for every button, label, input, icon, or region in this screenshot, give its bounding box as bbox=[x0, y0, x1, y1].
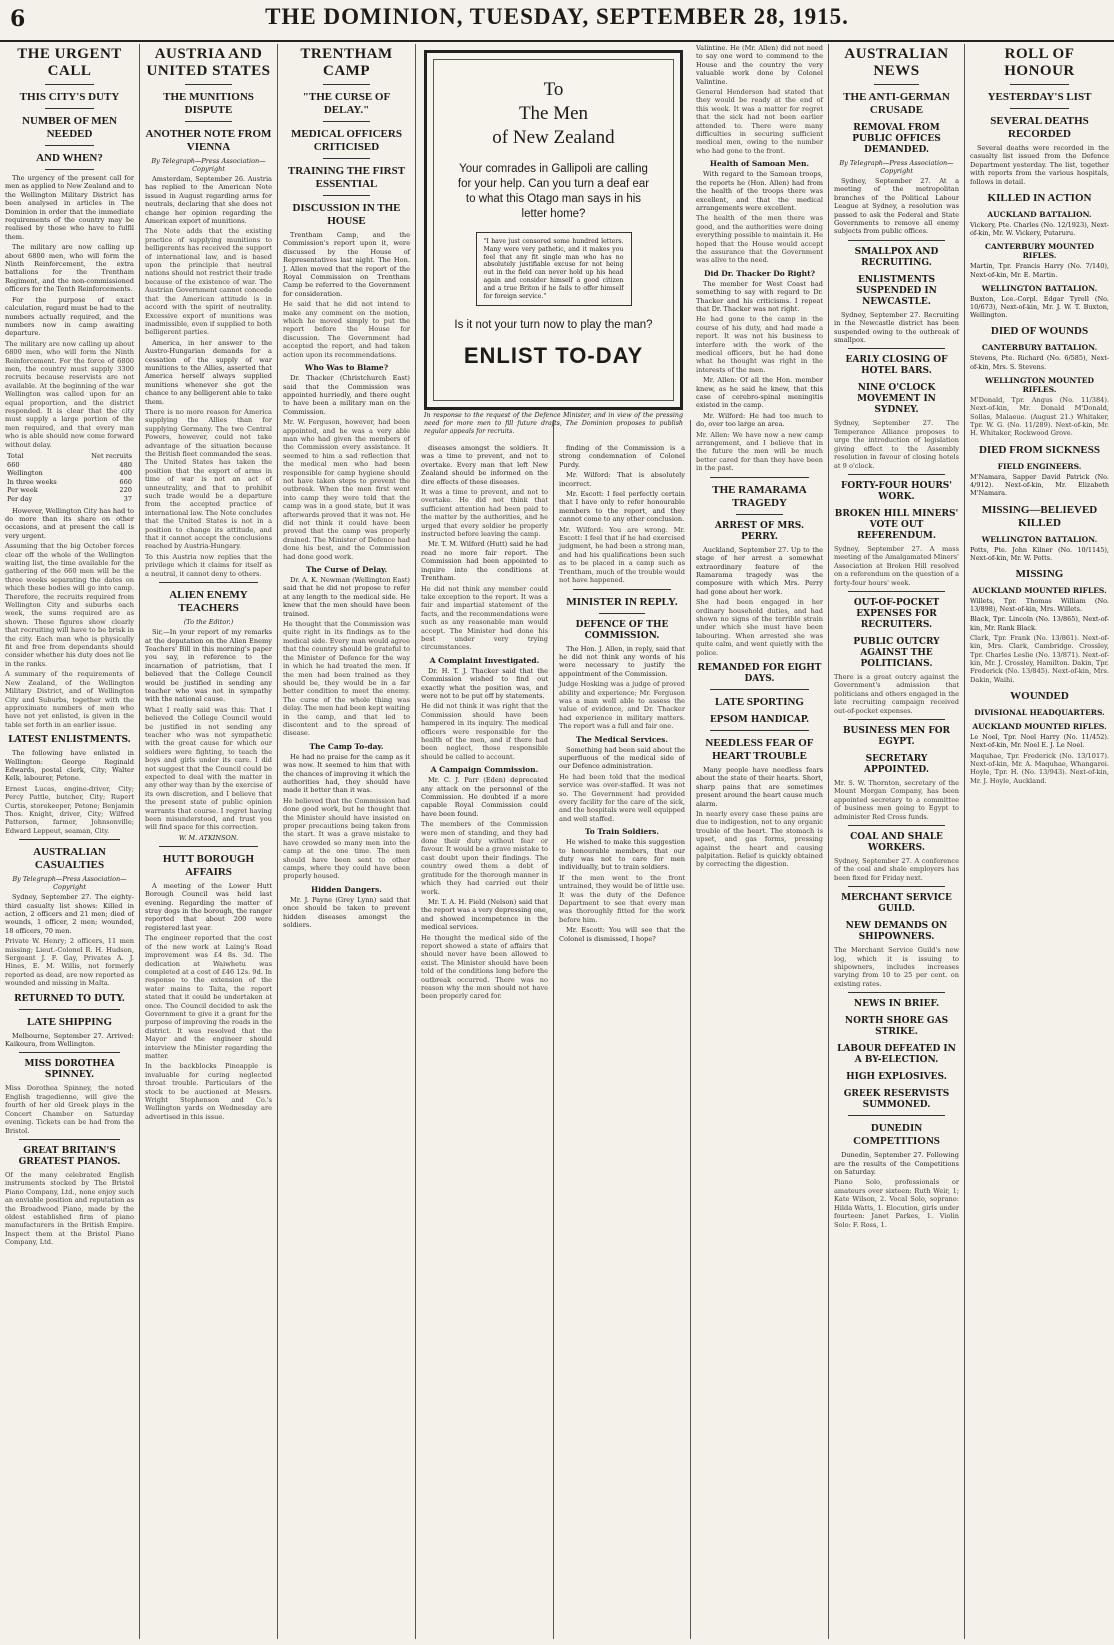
table-cell: Wellington bbox=[7, 469, 43, 478]
divider bbox=[874, 84, 919, 85]
divider bbox=[19, 1139, 120, 1140]
subhead-defence-commission: DEFENCE OF THE COMMISSION. bbox=[575, 619, 669, 641]
divider bbox=[848, 348, 945, 349]
label-pianos: GREAT BRITAIN'S GREATEST PIANOS. bbox=[18, 1145, 121, 1167]
table-header-cell: Total bbox=[7, 452, 24, 460]
crosshead-samoan-men: Health of Samoan Men. bbox=[709, 159, 810, 169]
body-text-block: He said that he did not intend to make any comment on the motion, which he moved simply to put the report before the House for discussion. The Government had accepted the report, and had taken action upon its recommendations. bbox=[283, 300, 410, 359]
label-secretary: SECRETARY APPOINTED. bbox=[864, 753, 929, 775]
article-paragraph: The Hon. J. Allen, in reply, said that he did not think any words of his were necessary to justify the appointment of the Commission. bbox=[559, 644, 685, 678]
body-text-block: Judge Hosking was a judge of proved ability and experience; Mr. Ferguson was a man well able to assess the value of evidence, and Dr. Thacker had experience in military matters. The report was a full and fair one. bbox=[559, 680, 685, 731]
body-text-block: He thought that the Commission was quite right in its findings as to the medical side. Every man would agree that the country should be grateful to the Minister of Defence for the way in which he had treated the men. If the men had been trained as they should be, they would be in a far better condition to meet the enemy. The curse of the whole thing was delay. The men had been kept waiting in the camp, and that led to discontent and to the spread of disease. bbox=[283, 620, 410, 738]
list-item: Vickery, Pte. Charles (No. 12/1923), Next-of-kin, Mr. W. Vickery, Putaruru. bbox=[970, 221, 1109, 238]
subhead-arrest: ARREST OF MRS. PERRY. bbox=[714, 520, 805, 542]
byline: By Telegraph—Press Association—Copyright bbox=[151, 157, 266, 173]
headline-late-shipping: LATE SHIPPING bbox=[26, 1015, 113, 1028]
subhead-epsom: EPSOM HANDICAP. bbox=[709, 714, 810, 725]
divider bbox=[848, 992, 945, 993]
spacer bbox=[421, 420, 548, 444]
headline-austria-usa: AUSTRIA AND UNITED STATES bbox=[146, 46, 271, 79]
table-row bbox=[5, 495, 134, 504]
newspaper-title: THE DOMINION, TUESDAY, SEPTEMBER 28, 1915. bbox=[265, 4, 849, 29]
body-text-block: He believed that the Commission had done good work, but he thought that the Minister should have insisted on proper precautions being taken from the start. It was a grave mistake to have crowded so many men into the camp at the one time. The men should have been sent to other camps, where they could have been properly housed. bbox=[283, 796, 410, 881]
headline-heart-trouble: NEEDLESS FEAR OF HEART TROUBLE bbox=[705, 736, 814, 762]
table-cell: In three weeks bbox=[7, 477, 57, 486]
subhead-another-note: ANOTHER NOTE FROM VIENNA bbox=[145, 128, 272, 153]
table-header-row bbox=[5, 452, 134, 461]
article-paragraph: Sydney, September 27. The eighty-third casualty list shows: Killed in action, 2 officers and 21 men; died of wounds, 1 officer, 2 men; wounded, 18 officers, 70 men. bbox=[5, 893, 134, 935]
body-text-block: Sydney, September 27. A conference of the coal and shale employers has been fixed for Friday next. bbox=[834, 857, 959, 882]
recruits-table bbox=[5, 452, 134, 504]
article-paragraph: finding of the Commission is a strong condemnation of Colonel Purdy. bbox=[559, 444, 685, 469]
table-cell: Per day bbox=[7, 494, 33, 503]
label-early-closing: EARLY CLOSING OF HOTEL BARS. bbox=[845, 355, 948, 377]
body-text-block: Sydney, September 27. A mass meeting of the Amalgamated Miners' Association at Broken Hill resolved on a referendum on the question of a forty-four hours' week. bbox=[834, 544, 959, 587]
subhead-remanded: REMANDED FOR EIGHT DAYS. bbox=[697, 662, 822, 684]
body-text-block: If the men went to the front untrained, they would be of little use. It was the duty of the Defence Department to see that every man was thoroughly fitted for the work before him. bbox=[559, 873, 685, 924]
label-miss-spinney: MISS DOROTHEA SPINNEY. bbox=[24, 1059, 115, 1081]
body-text-block: He had been told that the medical service was over-staffed. It was not so. The Government had provided every facility for the care of the sick, and the hospitals were well equipped and well staffed. bbox=[559, 772, 685, 823]
label-died-sickness: DIED FROM SICKNESS bbox=[978, 443, 1101, 456]
article-paragraph: Mr. J. Payne (Grey Lynn) said that once should be taken to prevent hidden diseases amongst the soldiers. bbox=[283, 895, 410, 930]
ad-footnote: In response to the request of the Defence Minister, and in view of the pressing need for more men to fill future drafts, The Dominion proposes to publish regular appeals for recruits. bbox=[424, 412, 683, 435]
divider bbox=[45, 108, 94, 109]
table-cell: Per week bbox=[7, 486, 38, 495]
divider bbox=[573, 589, 671, 590]
column-trentham-continued bbox=[416, 420, 554, 1639]
label-labour-defeated: LABOUR DEFEATED IN A BY-ELECTION. bbox=[837, 1044, 956, 1066]
divider bbox=[1010, 108, 1069, 109]
unit-field-engineers: FIELD ENGINEERS. bbox=[997, 461, 1082, 471]
article-paragraph: Mr. T. M. Wilford (Hutt) said he had read no more fair report. The Commission had been appointed to inquire into the conditions at Trentham. bbox=[421, 540, 548, 583]
unit-canterbury-mr: CANTERBURY MOUNTED RIFLES. bbox=[984, 242, 1095, 261]
crosshead-hidden-dangers: Hidden Dangers. bbox=[311, 884, 382, 894]
crosshead-campaign-commission: A Campaign Commission. bbox=[430, 765, 539, 775]
divider bbox=[848, 474, 945, 475]
subhead-training: TRAINING THE FIRST ESSENTIAL bbox=[287, 165, 406, 190]
article-paragraph: Mr. Wilford: That is absolutely incorrect. bbox=[559, 471, 685, 488]
body-text-block: Miss Dorothea Spinney, the noted English tragedienne, will give the fourth of her old Greek plays in the Concert Chamber on Saturday evening. Tickets can be had from the Bristol. bbox=[5, 1084, 134, 1135]
label-newcastle: ENLISTMENTS SUSPENDED IN NEWCASTLE. bbox=[856, 274, 937, 307]
label-missing-killed: MISSING—BELIEVED KILLED bbox=[981, 503, 1098, 529]
body-text-block: Mr. Allen: We have now a new camp arrangement, and I believe that in the future the men will be much better cared for than they have been in the past. bbox=[696, 430, 823, 473]
list-item: Stevens, Pte. Richard (No. 6/585), Next-of-kin, Mrs. S. Stevens. bbox=[970, 354, 1109, 371]
column-roll-of-honour bbox=[965, 44, 1114, 1639]
headline-roll-of-honour: ROLL OF HONOUR bbox=[1004, 46, 1075, 79]
crosshead-camp-today: The Camp To-day. bbox=[309, 741, 384, 751]
divider bbox=[848, 591, 945, 592]
body-text-block: Piano Solo, professionals or amateurs over sixteen: Ruth Weir, 1; Kate Wilson, 2. Vocal Solo, soprano: Hilda Watts, 1. Elocution, girls under fourteen: Janet Parkes, 1. Violin Solo: F. Ross, 1. bbox=[834, 1178, 959, 1229]
subhead-city-duty: THIS CITY'S DUTY bbox=[19, 91, 120, 103]
column-trentham-camp bbox=[278, 44, 416, 1639]
body-text-block: Sydney, September 27. The Temperance Alliance proposes to urge the introduction of legislation giving effect to the Assembly resolution in favour of closing hotels at 9 o'clock. bbox=[834, 419, 959, 470]
crosshead-thacker: Did Dr. Thacker Do Right? bbox=[704, 268, 815, 278]
headline-alien-teachers: ALIEN ENEMY TEACHERS bbox=[169, 589, 248, 615]
divider bbox=[848, 825, 945, 826]
divider bbox=[1010, 84, 1069, 85]
headline-australian-news: AUSTRALIAN NEWS bbox=[844, 46, 949, 79]
label-coal-shale: COAL AND SHALE WORKERS. bbox=[850, 832, 943, 853]
ad-turn: Is it not your turn now to play the man? bbox=[454, 319, 653, 332]
divider bbox=[19, 1009, 120, 1010]
label-nine-oclock: NINE O'CLOCK MOVEMENT IN SYDNEY. bbox=[857, 383, 936, 416]
body-text-block: The Merchant Service Guild's new log, which it is issuing to shipowners, includes increases varying from 10 to 25 per cent. on existing rates. bbox=[834, 946, 959, 988]
subhead-several-deaths: SEVERAL DEATHS RECORDED bbox=[990, 115, 1089, 140]
page-number: 6 bbox=[10, 6, 26, 32]
divider bbox=[185, 84, 232, 85]
article-paragraph: Dr. Thacker (Christchurch East) said that the Commission was appointed hurriedly, and there ought to have been a military man on the Commission. bbox=[283, 374, 410, 416]
table-row bbox=[5, 486, 134, 495]
divider bbox=[848, 240, 945, 241]
subhead-discussion: DISCUSSION IN THE HOUSE bbox=[292, 202, 401, 227]
body-text-block: Clark, Tpr. Frank (No. 13/861). Next-of-kin, Mrs. Clark, Cambridge. Crossley, Tpr. Charles Leslie (No. 13/871). Next-of-kin, Mr. J. Crossley, Hamilton. Dakin, Tpr. Frederick (No. 13/845). Next-of-kin, Mrs. Dakin, Waihi. bbox=[970, 633, 1109, 684]
ad-appeal: Your comrades in Gallipoli are calling for your help. Can you turn a deaf ear to what this Otago man says in his letter home? bbox=[457, 163, 650, 220]
body-text-block: To this Austria now replies that the privilege which it claims for itself as a neutral, it cannot deny to others. bbox=[145, 552, 272, 578]
article-paragraph: Mr. Escott: You will see that the Colonel is dismissed, I hope? bbox=[559, 926, 685, 943]
article-paragraph: Mr. Wilford: He had too much to do, over too large an area. bbox=[696, 411, 823, 429]
ad-letter-quote: "I have just censored some hundred letters. Many were very pathetic, and it makes you feel that any fit single man who has no absolutely justifiable excuse for not being out in the field can never hold up his head again and consider himself a good citizen and a true Briton if he fails to offer himself for foreign service." bbox=[476, 232, 632, 306]
column-urgent-call bbox=[0, 44, 140, 1639]
body-text-block: The military are now calling up about 6800 men, who will form the Ninth Reinforcement. For the force of 6800 men, the country must supply 3300 recruits because reservists are not available. At the beginning of the war Wellington was called upon for an equal proportion, and the district responded. It is clear that the city must supply a large portion of the men required, and that every man who is able should now come forward without delay. bbox=[5, 339, 134, 449]
list-item: Willets, Tpr. Thomas William (No. 13/898), Next-of-kin, Mrs. Willets. bbox=[970, 596, 1109, 614]
label-greek: GREEK RESERVISTS SUMMONED. bbox=[843, 1089, 950, 1111]
divider bbox=[159, 846, 258, 847]
byline: By Telegraph—Press Association—Copyright bbox=[839, 159, 954, 175]
label-shipowners: NEW DEMANDS ON SHIPOWNERS. bbox=[845, 921, 948, 943]
article-paragraph: The following have enlisted in Wellington: George Reginald Edwards, postal clerk, City; Walter Kelk, labourer, Petone. bbox=[5, 749, 134, 783]
body-text-block: He thought the medical side of the report showed a state of affairs that should never have been allowed to exist. The Minister should have been told of the conditions long before the outbreak occurred. There was no reason why the men should not have been properly cared for. bbox=[421, 933, 548, 1001]
byline: By Telegraph—Press Association—Copyright bbox=[12, 875, 127, 892]
divider bbox=[45, 169, 94, 170]
label-died-of-wounds: DIED OF WOUNDS bbox=[990, 325, 1089, 338]
subhead-removal: REMOVAL FROM PUBLIC OFFICES DEMANDED. bbox=[852, 123, 941, 155]
headline-minister-reply: MINISTER IN REPLY. bbox=[566, 595, 678, 608]
divider bbox=[323, 158, 370, 159]
article-paragraph: Amsterdam, September 26. Austria has replied to the American Note issued in August regarding arms for neutrals, declaring that she does not change her opinion regarding the American export of munitions. bbox=[145, 175, 272, 226]
table-header-cell: Net recruits bbox=[91, 452, 132, 460]
label-wounded: WOUNDED bbox=[1010, 690, 1069, 703]
divider bbox=[736, 514, 783, 515]
divider bbox=[710, 477, 809, 478]
article-paragraph: With regard to the Samoan troops, the reports he (Hon. Allen) had from the health of the troops there was excellent, and that the medical arrangements were excellent. bbox=[696, 170, 823, 212]
ad-border bbox=[433, 59, 674, 401]
label-gas-strike: NORTH SHORE GAS STRIKE. bbox=[844, 1016, 949, 1038]
headline-hutt-borough: HUTT BOROUGH AFFAIRS bbox=[162, 852, 255, 878]
article-paragraph: Many people have needless fears about the state of their hearts. Short, sharp pains that are sometimes present around the heart cause much alarm. bbox=[696, 765, 823, 808]
article-paragraph: Mr. T. A. H. Field (Nelson) said that the report was a very depressing one, and showed incompetence in the medical services. bbox=[421, 897, 548, 932]
divider bbox=[19, 839, 120, 840]
unit-auckland-mr: AUCKLAND MOUNTED RIFLES. bbox=[972, 585, 1107, 595]
article-paragraph: Trentham Camp, and the Commission's report upon it, were discussed by the House of Representatives last night. The Hon. J. Allen moved that the report of the Royal Commission on Trentham Camp be referred to the Government for consideration. bbox=[283, 231, 410, 298]
table-cell: 37 bbox=[123, 494, 132, 503]
crosshead-curse-of-delay: The Curse of Delay. bbox=[305, 565, 388, 575]
divider bbox=[323, 84, 370, 85]
body-text-block: There is a great outcry against the Government's admission that politicians and others engaged in the late recruiting campaign received out-of-pocket expenses. bbox=[834, 672, 959, 715]
label-merchant-service: MERCHANT SERVICE GUILD. bbox=[841, 893, 952, 915]
article-paragraph: Dr. H. T. J. Thacker said that the Commission wished to find out exactly what the position was, and were not to be put off by statements. bbox=[421, 666, 548, 700]
subhead-medical-officers: MEDICAL OFFICERS CRITICISED bbox=[291, 128, 402, 153]
column-australian-news bbox=[829, 44, 965, 1639]
label-news-brief: NEWS IN BRIEF. bbox=[853, 999, 940, 1010]
column-debate-continued bbox=[691, 44, 829, 1639]
body-text-block: He did not think any member could take exception to the report. It was a fair and impartial statement of the facts, and the recommendations were such as any reasonable man would accept. The Minister had done his best under very trying circumstances. bbox=[421, 584, 548, 652]
ad-of-nz: of New Zealand bbox=[492, 127, 615, 148]
body-text-block: Mr. W. Ferguson, however, had been appointed, and he was a very able man who had given the members of the Commission every assistance. It seemed to him a sad reflection that the medical men who had been responsible for camp hygiene should not have taken steps to prevent the outbreak. When the men first went into camp they were told that the camp was in a good state, but it was afterwards proved that it was not. He did not think it could have been proved that the camp was properly drained. The Minister of Defence had done his best, and the Commission had done good work. bbox=[283, 418, 410, 561]
divider bbox=[19, 1052, 120, 1053]
headline-urgent-call: THE URGENT CALL bbox=[17, 46, 122, 79]
body-text-block: M'Donald, Tpr. Angus (No. 11/384). Next-of-kin, Mr. Donald M'Donald, Sollas, Malaeue. (August 21.) Whitaker, Tpr. W. G. (No. 11/289). Next-of-kin, Mr. H. Whitaker, Rockwood Grove. bbox=[970, 395, 1109, 438]
headline-trentham-camp: TRENTHAM CAMP bbox=[300, 46, 393, 79]
article-paragraph: Dunedin, September 27. Following are the results of the Competitions on Saturday. bbox=[834, 1151, 959, 1177]
table-cell: 480 bbox=[119, 460, 132, 469]
label-public-outcry: PUBLIC OUTCRY AGAINST THE POLITICIANS. bbox=[853, 636, 940, 669]
divider bbox=[599, 613, 645, 614]
article-paragraph: Sydney, September 27. Recruiting in the Newcastle district has been suspended owing to the outbreak of smallpox. bbox=[834, 310, 959, 345]
body-text-block: Mr. Wilford: You are wrong. Mr. Escott: I feel that if he had exercised judgment, he had been a strong man, and had his qualifications been such as to be placed in a camp such as Trentham, much of the trouble would not have happened. bbox=[559, 525, 685, 585]
body-text-block: She had been engaged in her ordinary household duties, and had shown no signs of the terrible strain under which she must have been labouring. When arrested she was quite calm, and went quietly with the police. bbox=[696, 598, 823, 657]
list-item: Martin, Tpr. Francis Harry (No. 7/140), Next-of-kin, Mr. E. Martin. bbox=[970, 262, 1109, 279]
subhead-yesterday-list: YESTERDAY'S LIST bbox=[987, 91, 1092, 103]
ad-the-men: The Men bbox=[518, 103, 589, 124]
list-item: Black, Tpr. Lincoln (No. 13/865), Next-of-kin, Mr. Rank Black. bbox=[970, 615, 1109, 632]
ad-to: To bbox=[543, 79, 564, 100]
article-paragraph: Mr. C. J. Parr (Eden) deprecated any attack on the personnel of the Commission. He doubted if a more capable Royal Commission could have been found. bbox=[421, 776, 548, 818]
letter-signature: W. M. ATKINSON. bbox=[178, 833, 239, 842]
crosshead-complaint: A Complaint Investigated. bbox=[429, 655, 540, 665]
ad-enlist-today: ENLIST TO-DAY bbox=[463, 343, 644, 369]
headline-ramarama: THE RAMARAMA TRAGEDY bbox=[712, 483, 807, 509]
article-paragraph: Something had been said about the superfluous of the medical side of our Defence administration. bbox=[559, 745, 685, 771]
label-killed-in-action: KILLED IN ACTION bbox=[987, 192, 1092, 205]
divider bbox=[710, 689, 809, 690]
divider bbox=[848, 886, 945, 887]
label-oop: OUT-OF-POCKET EXPENSES FOR RECRUITERS. bbox=[853, 597, 940, 630]
label-returned-to-duty: RETURNED TO DUTY. bbox=[14, 993, 125, 1004]
unit-wellington-battalion: WELLINGTON BATTALION. bbox=[981, 283, 1098, 293]
unit-wellington-mr: WELLINGTON MOUNTED RIFLES. bbox=[984, 375, 1095, 394]
divider bbox=[45, 145, 94, 146]
table-row bbox=[5, 469, 134, 478]
crosshead-medical-services: The Medical Services. bbox=[576, 734, 668, 744]
article-paragraph: He had no praise for the camp as it was now. It seemed to him that with the chances of improving it which the authorities had, they should have made it better than it was. bbox=[283, 752, 410, 795]
divider bbox=[185, 121, 232, 122]
subhead-number-of-men: NUMBER OF MEN NEEDED bbox=[22, 115, 117, 140]
body-text-block: What I really said was this: That I believed the College Council would be justified in not sending any teacher who was not sympathetic with the great cause for which our soldiers were fighting, to teach the boys and girls under its care. I did not suggest that the Council could be expected to deal with the matter in any other way than by the exercise of its own discretion, and I believe that the present state of public opinion warrants that course. I regret having been misunderstood, and trust you will find space for this correction. bbox=[145, 705, 272, 832]
divider bbox=[323, 195, 370, 196]
unit-auckland-mr: AUCKLAND MOUNTED RIFLES. bbox=[972, 722, 1107, 732]
label-missing: MISSING bbox=[1015, 567, 1064, 580]
column-austria-usa bbox=[140, 44, 278, 1639]
unit-canterbury-battalion: CANTERBURY BATTALION. bbox=[981, 343, 1098, 353]
label-latest-enlistments: LATEST ENLISTMENTS. bbox=[8, 735, 131, 746]
headline-dunedin: DUNEDIN COMPETITIONS bbox=[853, 1122, 940, 1148]
list-item: Buxton, Lce.-Corpl. Edgar Tyrell (No. 10/673), Next-of-kin, Mr. J. W. T. Buxton, Wellington. bbox=[970, 294, 1109, 320]
body-text-block: A summary of the requirements of New Zealand, of the Wellington Military District, and of Wellington City and Suburbs, together with the approximate numbers of men who have not yet enlisted, is given in the table set forth in an earlier issue. bbox=[5, 670, 134, 729]
body-text-block: The members of the Commission were men of standing, and they had done their duty without fear or favour. It would be a grave mistake to cast doubt upon their findings. The country owed them a debt of gratitude for the thorough manner in which they had carried out their work. bbox=[421, 820, 548, 896]
letter-paragraph: Sir,—In your report of my remarks at the deputation on the Alien Enemy Teachers' Bill in this morning's paper you say, in reference to the incarnation of patriotism, that I believed that the College Council would be justified in sending any teacher who was not in sympathy with the national cause. bbox=[145, 628, 272, 704]
body-text-block: Of the many celebrated English instruments stocked by The Bristol Piano Company, Ltd., none enjoy such an enviable position and reputation as the Broadwood Piano, made by the oldest established firm of piano manufacturers in the British Empire. Inspect them at the Bristol Piano Company, Ltd. bbox=[5, 1170, 134, 1247]
unit-divisional-hq: DIVISIONAL HEADQUARTERS. bbox=[974, 708, 1105, 718]
crosshead-train-soldiers: To Train Soldiers. bbox=[584, 827, 659, 837]
label-business-men: BUSINESS MEN FOR EGYPT. bbox=[842, 725, 951, 747]
article-paragraph: The member for West Coast had something to say with regard to Dr. Thacker and his criticisms. I repeat that Dr. Thacker was not right. bbox=[696, 279, 823, 313]
article-paragraph: A meeting of the Lower Hutt Borough Council was held last evening. Regarding the matter of stray dogs in the borough, the ranger reported that about 200 were registered last year. bbox=[145, 881, 272, 932]
body-text-block: General Henderson had stated that they would be ready at the end of this week. It was a matter for regret that the sick had not been earlier attended to. There were many difficulties in securing sufficient medical men, owing to the number who had gone to the front. bbox=[696, 88, 823, 155]
body-text-block: Private W. Henry; 2 officers, 11 men missing; Lieut.-Colonel R. H. Hudson, Sergeant J. F. Gay, Privates A. J. Hines, E. M. Willis, not formerly reported as dead, are now reported as wounded and missing in Malta. bbox=[5, 937, 134, 988]
crosshead-who-to-blame: Who Was to Blame? bbox=[304, 363, 389, 373]
article-paragraph: Auckland, September 27. Up to the stage of her arrest a somewhat extraordinary feature of the Ramarama tragedy was the composure with which Mrs. Perry had gone about her work. bbox=[696, 545, 823, 596]
body-text-block: In the backblocks Pineapple is invaluable for curing neglected throat trouble. Particulars of the stock to be auctioned at Messrs. Wright Stephenson and Co.'s Wellington yards on Wednesday are advertised in this issue. bbox=[145, 1062, 272, 1121]
article-paragraph: Valintine. He (Mr. Allen) did not need to say one word to commend to the House and the country the very valuable work done by Colonel Valintine. bbox=[696, 44, 823, 86]
divider bbox=[323, 121, 370, 122]
table-cell: 660 bbox=[119, 477, 132, 486]
masthead bbox=[0, 0, 1114, 42]
label-explosives: HIGH EXPLOSIVES. bbox=[846, 1072, 947, 1083]
label-broken-hill: BROKEN HILL MINERS' VOTE OUT REFERENDUM. bbox=[834, 508, 959, 541]
article-paragraph: Mr. Escott: I feel perfectly certain that I have only to refer honourable members to the report, and they cannot come to any other conclusion. bbox=[559, 490, 685, 524]
body-text-block: He did not think it was right that the Commission should have been hampered in its inquiry. The medical officers were responsible for the health of the men, and if there had been neglect, those responsible should be called to account. bbox=[421, 702, 548, 761]
divider bbox=[848, 1115, 945, 1116]
list-item: Le Noel, Tpr. Noel Harry (No. 11/452). Next-of-kin, Mr. Noel E. J. Le Noel. bbox=[970, 733, 1109, 750]
spacer bbox=[559, 420, 685, 444]
table-row bbox=[5, 461, 134, 470]
subhead-curse-of-delay: "THE CURSE OF DELAY." bbox=[302, 91, 391, 116]
article-paragraph: The urgency of the present call for men as applied to New Zealand and to the Wellington Military District has been analysed in articles in The Dominion in order that the immediate requirements of the country may be realised by those who have to fulfil them. bbox=[5, 174, 134, 241]
editor-note: (To the Editor.) bbox=[183, 618, 234, 627]
article-paragraph: However, Wellington City has had to do more than its share on other occasions, and at present the call is very urgent. bbox=[5, 506, 134, 540]
unit-wellington-battalion: WELLINGTON BATTALION. bbox=[981, 534, 1098, 544]
body-text-block: The Note adds that the existing practice of supplying munitions to belligerents has received the support of international law, and is based upon the principle that neutral nations should not restrict their trade because of the existence of war. The Austrian Government cannot concede that the American attitude is in accord with the spirit of neutrality. Excessive export of munitions was inadmissible, even if supplied to both belligerent parties. bbox=[145, 227, 272, 337]
body-text-block: Assuming that the big October forces clear off the whole of the Wellington waiting list, the time available for the gathering of the 660 men will be the three weeks separating the dates on which these bodies will go into camp. Therefore, the recruits required from Wellington City and suburbs each week, the sums required are as shown. These figures show clearly that recruiting will have to be brisk in the city. Each man who is physically fit and free from dependants should consider whether his duty does not lie in the ranks. bbox=[5, 542, 134, 668]
article-paragraph: Several deaths were recorded in the casualty list issued from the Defence Department yesterday. The list, together with reports from the various hospitals, follows in detail. bbox=[970, 144, 1109, 186]
body-text-block: The health of the men there was good, and the authorities were doing everything possible to maintain it. He hoped that the House would accept the assurance that the Government was alive to the need. bbox=[696, 214, 823, 265]
column-minister-reply bbox=[554, 420, 691, 1639]
article-paragraph: Dr. A. K. Newman (Wellington East) said that he did not propose to refer at any length to the medical side. He knew that the men should have been trained. bbox=[283, 576, 410, 618]
article-paragraph: Sydney, September 27. At a meeting of the metropolitan branches of the Political Labour League at Sydney, a resolution was passed to ask the Federal and State Governments to remove all enemy subjects from public offices. bbox=[834, 177, 959, 236]
subhead-and-when: AND WHEN? bbox=[36, 152, 103, 164]
article-paragraph: Melbourne, September 27. Arrived: Kaikoura, from Wellington. bbox=[5, 1031, 134, 1049]
label-forty-four: FORTY-FOUR HOURS' WORK. bbox=[840, 480, 953, 502]
label-smallpox: SMALLPOX AND RECRUITING. bbox=[854, 246, 939, 268]
divider bbox=[848, 719, 945, 720]
article-paragraph: The military are now calling up about 6800 men, who will form the Ninth Reinforcement, the extra battalions for the Trentham Regiment, and the non-commissioned officers for the Tenth Reinforcements. bbox=[5, 243, 134, 294]
body-text-block: Ernest Lucas, engine-driver, City; Percy Pattle, butcher, City; Rupert Curtis, storekeeper, Petone; Benjamin Thos. Knight, driver, City; Wilfred Patterson, farmer, Johnsonville; Edward Leppeut, seaman, City. bbox=[5, 784, 134, 835]
table-row bbox=[5, 478, 134, 487]
body-text-block: There is no more reason for America supplying the Allies than for supplying Germany. The two Central Powers, however, could not take advantage of the situation because the British fleet commanded the seas. The United States has taken the position that the export of arms in time of war is not an act of unneutrality, and that to prohibit such trade would be a departure from the accepted practice of international law. The Note concludes that the United States is not in a position to change its attitude, and that it cannot accept the conclusions reached by Austria-Hungary. bbox=[145, 407, 272, 551]
table-cell: 660 bbox=[7, 460, 20, 469]
divider bbox=[159, 582, 258, 583]
article-paragraph: For the purpose of exact calculation, regard must be had to the numbers actually required, and the numbers now in camp awaiting departure. bbox=[5, 295, 134, 338]
enlist-advertisement bbox=[424, 50, 683, 410]
body-text-block: The engineer reported that the cost of the new work at Laing's Road improvement was £4 8s. 3d. The dedication at Waiwhetu was completed at a cost of £46 12s. 9d. In response to the extension of the water mains to Taita, the report stated that it could be undertaken at once. The Council decided to ask the Government to give it a grant for the purpose of improving the roads in the district. It was resolved that the Mayor and the engineer should interview the Minister regarding the matter. bbox=[145, 934, 272, 1060]
subhead-munitions-dispute: THE MUNITIONS DISPUTE bbox=[163, 91, 254, 116]
divider bbox=[45, 84, 94, 85]
table-cell: 400 bbox=[119, 469, 132, 478]
body-text-block: In nearly every case these pains are due to indigestion, not to any organic trouble of the heart. The stomach is upset, and gas forms, pressing against the heart and causing palpitation. Relief is quickly obtained by correcting the digestion. bbox=[696, 810, 823, 869]
table-cell: 220 bbox=[119, 486, 132, 495]
headline-australian-casualties: AUSTRALIAN CASUALTIES bbox=[33, 846, 106, 872]
subhead-anti-german: THE ANTI-GERMAN CRUSADE bbox=[843, 91, 950, 116]
body-text-block: Maquhae, Tpr. Frederick (No. 13/1017). Next-of-kin, Mr. A. Maquhae, Whangarei. Hoyle, Tpr. H. (No. 13/943). Next-of-kin, Mr. J. Hoyle, Auckland. bbox=[970, 751, 1109, 785]
article-paragraph: He wished to make this suggestion to honourable members, that our duty was not to care for men individually, but to train soldiers. bbox=[559, 838, 685, 872]
article-paragraph: Mr. Allen: Of all the Hon. member knew, as he said he knew, that this case of cerebro-spinal meningitis existed in the camp. bbox=[696, 376, 823, 410]
divider bbox=[710, 730, 809, 731]
headline-late-sporting: LATE SPORTING bbox=[715, 695, 804, 708]
body-text-block: Mr. S. W. Thornton, secretary of the Mount Morgan Company, has been appointed secretary to a committee of business men going to Egypt to administer Red Cross funds. bbox=[834, 778, 959, 821]
unit-auckland-battalion: AUCKLAND BATTALION. bbox=[987, 210, 1092, 220]
list-item: Potts, Pte. John Kilner (No. 10/1145), Next-of-kin, Mr. W. Potts. bbox=[970, 545, 1109, 562]
article-paragraph: America, in her answer to the Austro-Hungarian demands for a cessation of the supply of war munitions to the Allies, asserted that America herself always supplied munitions whenever she got the chance to any belligerent able to take them. bbox=[145, 338, 272, 406]
body-text-block: He had gone to the camp in the course of his duty, and had made a report. It was not his business to interfere with the work of the medical officers, but he had done what he thought was right in the interests of the men. bbox=[696, 315, 823, 374]
body-text-block: It was a time to prevent, and not to overtake. He did not think that sufficient attention had been paid to the matter by the authorities, and he urged that every soldier be properly instructed before leaving the camp. bbox=[421, 488, 548, 539]
article-paragraph: diseases amongst the soldiers. It was a time to prevent, and not to overtake. Every man that left New Zealand should be informed on the dire effects of these diseases. bbox=[421, 444, 548, 486]
list-item: M'Namara, Sapper David Patrick (No. 4/912). Next-of-kin, Mr. Elizabeth M'Namara. bbox=[970, 472, 1109, 498]
